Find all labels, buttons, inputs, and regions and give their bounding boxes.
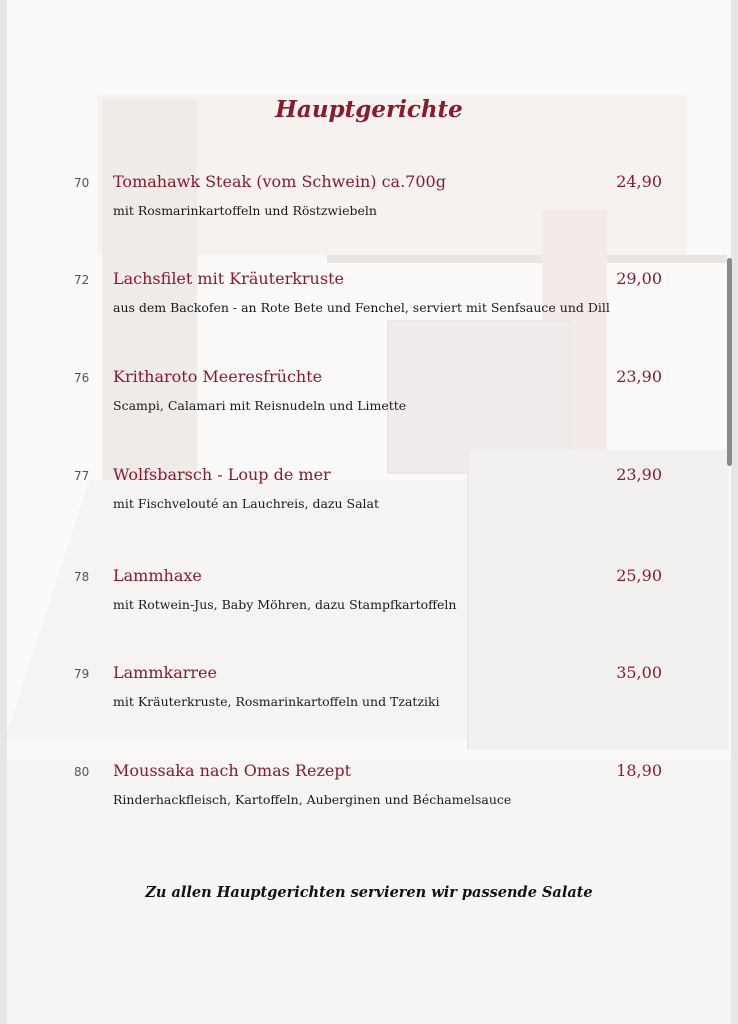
left-frame <box>0 0 7 1024</box>
item-price: 23,90 <box>616 367 662 386</box>
item-description: aus dem Backofen - an Rote Bete und Fenchel, serviert mit Senfsauce und Dill <box>113 300 610 315</box>
background-bench <box>467 450 729 750</box>
item-price: 25,90 <box>616 566 662 585</box>
item-number: 70 <box>74 176 90 190</box>
item-description: mit Rotwein-Jus, Baby Möhren, dazu Stampfkartoffeln <box>113 597 457 612</box>
item-price: 29,00 <box>616 269 662 288</box>
item-name: Lammhaxe <box>113 566 202 585</box>
item-name: Kritharoto Meeresfrüchte <box>113 367 323 386</box>
footer-note: Zu allen Hauptgerichten servieren wir passende Salate <box>145 884 593 901</box>
item-name: Lachsfilet mit Kräuterkruste <box>113 269 344 288</box>
item-description: Scampi, Calamari mit Reisnudeln und Limette <box>113 398 407 413</box>
menu-page <box>7 0 731 1024</box>
item-description: mit Kräuterkruste, Rosmarinkartoffeln und Tzatziki <box>113 694 440 709</box>
item-name: Lammkarree <box>113 663 217 682</box>
item-number: 72 <box>74 273 90 287</box>
item-price: 23,90 <box>616 465 662 484</box>
page-title: Hauptgerichte <box>275 96 463 123</box>
item-price: 35,00 <box>616 663 662 682</box>
item-price: 18,90 <box>616 761 662 780</box>
item-description: mit Fischvelouté an Lauchreis, dazu Salat <box>113 496 380 511</box>
scrollbar-thumb[interactable] <box>727 258 732 466</box>
item-number: 76 <box>74 371 90 385</box>
item-number: 78 <box>74 570 90 584</box>
item-description: Rinderhackfleisch, Kartoffeln, Auberginen und Béchamelsauce <box>113 792 512 807</box>
item-number: 80 <box>74 765 90 779</box>
item-number: 79 <box>74 667 90 681</box>
item-name: Tomahawk Steak (vom Schwein) ca.700g <box>113 172 446 191</box>
background-beam <box>327 255 727 263</box>
item-name: Moussaka nach Omas Rezept <box>113 761 352 780</box>
item-price: 24,90 <box>616 172 662 191</box>
item-number: 77 <box>74 469 90 483</box>
item-description: mit Rosmarinkartoffeln und Röstzwiebeln <box>113 203 377 218</box>
item-name: Wolfsbarsch - Loup de mer <box>113 465 331 484</box>
right-frame <box>731 0 738 1024</box>
